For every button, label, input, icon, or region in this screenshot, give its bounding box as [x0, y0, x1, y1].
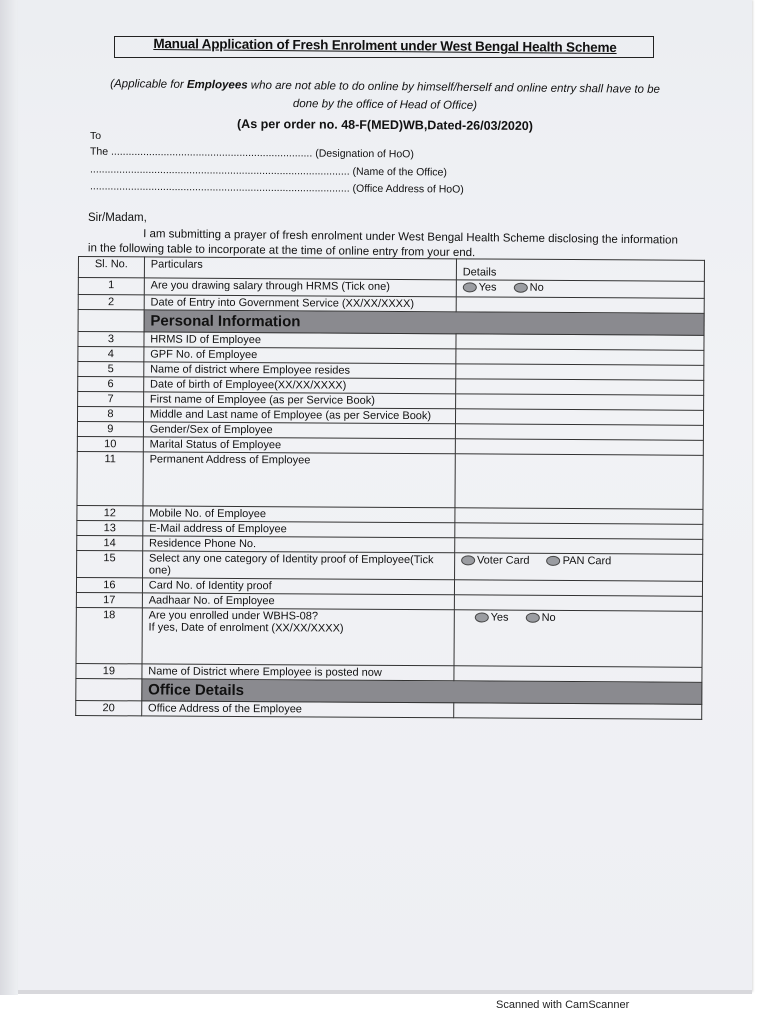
row-sl: 16 [76, 577, 142, 592]
row-particulars: Are you drawing salary through HRMS (Tick one) [144, 278, 456, 297]
row-particulars: Name of District where Employee is posted now [142, 664, 454, 681]
row-sl: 17 [76, 592, 142, 607]
wbhs-question: Are you enrolled under WBHS-08? [148, 609, 319, 623]
order-reference: (As per order no. 48-F(MED)WB,Dated-26/03/2020) [237, 116, 533, 134]
table-row [76, 607, 702, 667]
row-particulars [142, 608, 454, 666]
row-sl: 20 [76, 700, 142, 715]
row-details-field[interactable] [456, 349, 704, 366]
address-to: To [90, 130, 102, 142]
applicability-bold: Employees [186, 78, 248, 92]
row-particulars: Residence Phone No. [143, 536, 455, 553]
row-particulars: Middle and Last name of Employee (as per Service Book) [143, 407, 455, 424]
scanner-watermark: Scanned with CamScanner [496, 999, 630, 1011]
row-details-field[interactable] [455, 409, 703, 426]
row-details-field[interactable] [455, 439, 703, 456]
table-row [77, 451, 703, 509]
row-details-field[interactable] [456, 334, 704, 351]
intro-paragraph: I am submitting a prayer of fresh enrolment under West Bengal Health Scheme disclosing the information in the following table to incorporate at the time of online entry from your end. [87, 228, 678, 260]
row-sl: 19 [76, 663, 142, 678]
header-particulars: Particulars [144, 257, 456, 280]
wbhs-options [454, 610, 703, 668]
radio-circle-icon[interactable] [461, 555, 475, 565]
row-sl: 13 [77, 520, 143, 535]
header-details: Details [456, 259, 704, 282]
row-particulars: Date of Entry into Government Service (XX/XX/XXXX) [144, 295, 456, 312]
section-sl-empty [76, 678, 142, 700]
row-details-field[interactable] [456, 297, 704, 314]
row-sl: 9 [77, 421, 143, 436]
address-line-2-label: (Name of the Office) [352, 165, 447, 179]
radio-circle-icon[interactable] [475, 612, 489, 622]
applicability-note [100, 75, 670, 117]
section-heading-office: Office Details [142, 679, 702, 704]
row-sl: 3 [78, 332, 144, 347]
row-sl: 4 [78, 347, 144, 362]
radio-circle-icon[interactable] [547, 556, 561, 566]
section-heading-personal: Personal Information [144, 310, 704, 335]
hrms-no-option[interactable] [514, 282, 544, 294]
row-particulars: Date of birth of Employee(XX/XX/XXXX) [143, 377, 455, 394]
row-details-field[interactable] [453, 703, 701, 720]
row-sl: 18 [76, 607, 142, 663]
row-sl: 7 [78, 392, 144, 407]
row-details-field[interactable] [454, 595, 702, 612]
row-particulars: Permanent Address of Employee [143, 452, 455, 508]
wbhs-no-option[interactable] [526, 612, 556, 624]
row-details-field[interactable] [455, 523, 703, 540]
row-sl: 10 [77, 436, 143, 451]
section-sl-empty [78, 310, 144, 332]
row-details-field[interactable] [455, 454, 704, 510]
voter-card-option[interactable] [461, 554, 530, 566]
row-particulars: Office Address of the Employee [142, 701, 454, 718]
wbhs-yes-option[interactable] [475, 611, 509, 623]
row-sl: 1 [78, 278, 144, 295]
row-details-field[interactable] [454, 580, 702, 597]
row-particulars: Mobile No. of Employee [143, 506, 455, 523]
option-label: Yes [478, 281, 497, 294]
row-particulars: Gender/Sex of Employee [143, 422, 455, 439]
row-details-field[interactable] [456, 364, 704, 381]
address-line-1-dots: The ..................................................................... [89, 145, 313, 160]
identity-proof-options [454, 553, 702, 582]
option-label: No [541, 611, 556, 624]
radio-circle-icon[interactable] [463, 282, 477, 292]
row-sl: 2 [78, 295, 144, 310]
pan-card-option[interactable] [547, 555, 612, 567]
hrms-salary-options [456, 280, 704, 299]
row-particulars: GPF No. of Employee [144, 347, 456, 364]
paper-edge-shadow [0, 0, 18, 995]
row-details-field[interactable] [455, 379, 703, 396]
row-sl: 12 [77, 505, 143, 520]
row-sl: 6 [78, 377, 144, 392]
address-line-1-label: (Designation of HoO) [315, 147, 414, 161]
row-sl: 15 [77, 550, 143, 577]
row-sl: 11 [77, 451, 143, 505]
row-particulars: Marital Status of Employee [143, 437, 455, 454]
application-form-table [75, 256, 705, 720]
address-line-3-label: (Office Address of HoO) [352, 182, 464, 196]
row-particulars: E-Mail address of Employee [143, 521, 455, 538]
row-sl: 8 [77, 407, 143, 422]
row-particulars: Name of district where Employee resides [144, 362, 456, 379]
salutation: Sir/Madam, [88, 212, 147, 224]
option-label: No [529, 281, 544, 294]
row-details-field[interactable] [455, 394, 703, 411]
table-row [77, 550, 703, 581]
address-line-2-dots: ......................................................................................... [89, 163, 350, 178]
row-details-field[interactable] [455, 508, 703, 525]
row-particulars: First name of Employee (as per Service Book) [143, 392, 455, 409]
hrms-yes-option[interactable] [463, 281, 497, 293]
row-sl: 14 [77, 535, 143, 550]
row-details-field[interactable] [455, 424, 703, 441]
row-sl: 5 [78, 362, 144, 377]
row-particulars: Card No. of Identity proof [142, 578, 454, 595]
paper-bottom-shadow [18, 990, 752, 994]
option-label: Yes [490, 611, 509, 624]
row-particulars: Aadhaar No. of Employee [142, 593, 454, 610]
row-particulars: HRMS ID of Employee [144, 332, 456, 349]
radio-circle-icon[interactable] [514, 283, 528, 293]
option-label: PAN Card [562, 554, 612, 568]
row-details-field[interactable] [455, 538, 703, 555]
address-line-3-dots: ......................................................................................... [89, 180, 350, 195]
radio-circle-icon[interactable] [526, 613, 540, 623]
document-title: Manual Application of Fresh Enrolment under West Bengal Health Scheme [153, 35, 617, 56]
applicability-text-2: who are not able to do online by himself/herself and online entry shall have to be done by the office of Head of Office) [247, 79, 661, 112]
header-sl-no: Sl. No. [78, 257, 144, 278]
table-row [76, 700, 702, 719]
option-label: Voter Card [476, 554, 530, 567]
row-details-field[interactable] [454, 666, 702, 683]
applicability-text-1: (Applicable for [110, 78, 187, 91]
wbhs-date-question: If yes, Date of enrolment (XX/XX/XXXX) [148, 621, 344, 635]
row-particulars: Select any one category of Identity proof of Employee(Tick one) [142, 551, 454, 580]
